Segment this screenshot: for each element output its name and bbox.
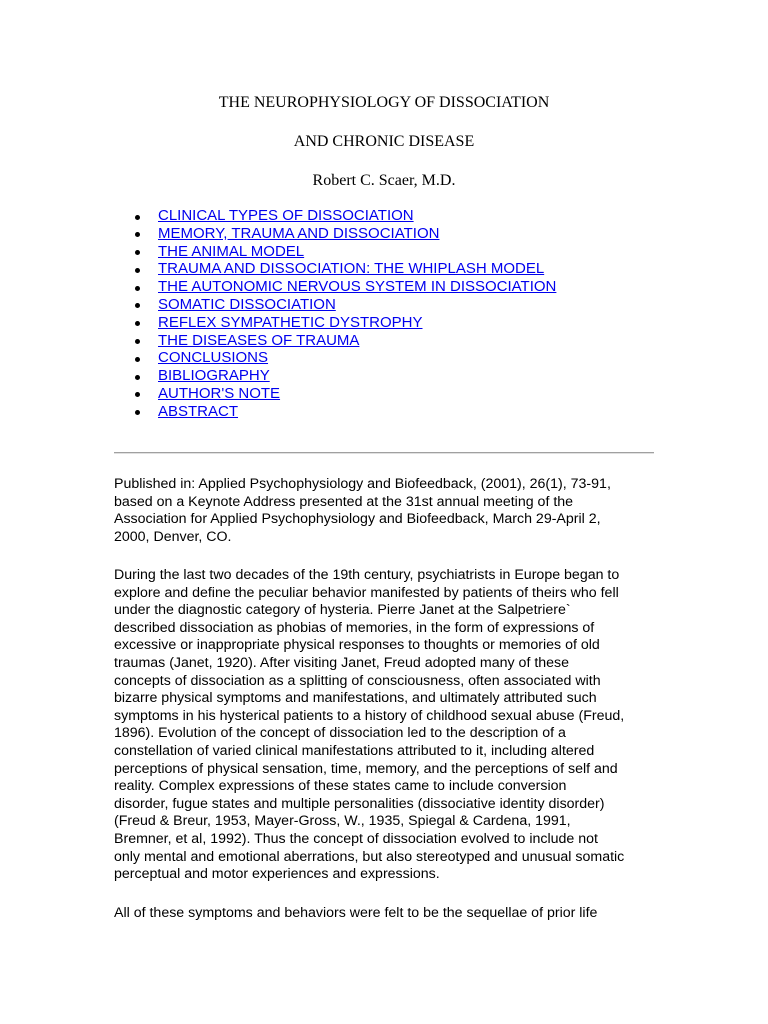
- document-author: Robert C. Scaer, M.D.: [312, 172, 456, 189]
- toc-link[interactable]: BIBLIOGRAPHY: [158, 367, 270, 385]
- text-line: Published in: Applied Psychophysiology and Biofeedback, (2001), 26(1), 73-91,: [114, 476, 611, 492]
- text-line: described dissociation as phobias of memories, in the form of expressions of: [114, 619, 595, 636]
- text-line: (Freud & Breur, 1953, Mayer-Gross, W., 1935, Spiegal & Cardena, 1991,: [114, 813, 571, 830]
- text-line: Association for Applied Psychophysiology and Biofeedback, March 29-April 2,: [114, 511, 601, 528]
- toc-link[interactable]: THE ANIMAL MODEL: [158, 242, 305, 260]
- text-line: under the diagnostic category of hysteria. Pierre Janet at the Salpetriere`: [114, 602, 571, 619]
- bullet-icon: [135, 392, 140, 397]
- toc-link[interactable]: CLINICAL TYPES OF DISSOCIATION: [158, 207, 414, 224]
- text-line: only mental and emotional aberrations, but also stereotyped and unusual somatic: [114, 848, 625, 865]
- text-line: symptoms in his hysterical patients to a history of childhood sexual abuse (Freud,: [114, 707, 625, 724]
- toc-item: [130, 367, 556, 385]
- publication-paragraph: [114, 476, 662, 546]
- bullet-icon: [135, 303, 140, 308]
- bullet-icon: [135, 357, 140, 362]
- toc-link[interactable]: THE AUTONOMIC NERVOUS SYSTEM IN DISSOCIATION: [158, 278, 557, 296]
- toc-item: [130, 332, 556, 350]
- bullet-icon: [135, 339, 140, 344]
- toc-item: [130, 403, 556, 421]
- bullet-icon: [135, 250, 140, 255]
- text-line: 1896). Evolution of the concept of dissociation led to the description of a: [114, 725, 566, 742]
- bullet-icon: [135, 268, 140, 273]
- text-line: traumas (Janet, 1920). After visiting Janet, Freud adopted many of these: [114, 654, 570, 671]
- toc-link[interactable]: THE DISEASES OF TRAUMA: [158, 331, 360, 349]
- sequellae-paragraph: [114, 905, 662, 923]
- toc-link[interactable]: REFLEX SYMPATHETIC DYSTROPHY: [158, 313, 423, 331]
- text-line: concepts of dissociation as a splitting of consciousness, often associated with: [114, 672, 601, 689]
- toc-item: [130, 296, 556, 314]
- toc-link[interactable]: SOMATIC DISSOCIATION: [158, 295, 336, 313]
- bullet-icon: [135, 215, 140, 220]
- toc-link[interactable]: AUTHOR'S NOTE: [158, 384, 281, 402]
- bullet-icon: [135, 410, 140, 415]
- text-line: excessive or inappropriate physical responses to thoughts or memories of old: [114, 637, 600, 654]
- toc-link[interactable]: ABSTRACT: [158, 402, 239, 420]
- toc-link[interactable]: CONCLUSIONS: [158, 349, 269, 367]
- text-line: bizarre physical symptoms and manifestations, and ultimately attributed such: [114, 690, 597, 707]
- toc-link[interactable]: TRAUMA AND DISSOCIATION: THE WHIPLASH MODEL: [158, 260, 545, 278]
- text-line: explore and define the peculiar behavior manifested by patients of theirs who fell: [114, 584, 619, 601]
- bullet-icon: [135, 375, 140, 380]
- text-line: During the last two decades of the 19th century, psychiatrists in Europe began to: [114, 567, 620, 583]
- toc-item: [130, 278, 556, 296]
- toc-item: [130, 385, 556, 403]
- history-paragraph: [114, 567, 662, 884]
- horizontal-divider: [114, 452, 654, 454]
- table-of-contents: [130, 207, 556, 421]
- text-line: constellation of varied clinical manifestations attributed to it, including altered: [114, 742, 595, 759]
- toc-item: [130, 243, 556, 261]
- text-line: perceptual and motor experiences and expressions.: [114, 866, 440, 883]
- toc-item: [130, 260, 556, 278]
- document-title-line2: AND CHRONIC DISEASE: [293, 133, 475, 150]
- toc-item: [130, 349, 556, 367]
- text-line: All of these symptoms and behaviors were felt to be the sequellae of prior life: [114, 905, 598, 921]
- bullet-icon: [135, 286, 140, 291]
- bullet-icon: [135, 321, 140, 326]
- text-line: disorder, fugue states and multiple personalities (dissociative identity disorder): [114, 795, 605, 812]
- toc-link[interactable]: MEMORY, TRAUMA AND DISSOCIATION: [158, 224, 440, 242]
- bullet-icon: [135, 232, 140, 237]
- document-title-line1: THE NEUROPHYSIOLOGY OF DISSOCIATION: [218, 94, 550, 111]
- text-line: based on a Keynote Address presented at the 31st annual meeting of the: [114, 493, 574, 510]
- toc-item: [130, 225, 556, 243]
- text-line: perceptions of physical sensation, time, memory, and the perceptions of self and: [114, 760, 618, 777]
- toc-item: [130, 314, 556, 332]
- text-line: 2000, Denver, CO.: [114, 528, 232, 545]
- text-line: reality. Complex expressions of these states came to include conversion: [114, 778, 567, 795]
- toc-item: [130, 207, 556, 225]
- text-line: Bremner, et al, 1992). Thus the concept of dissociation evolved to include not: [114, 830, 598, 847]
